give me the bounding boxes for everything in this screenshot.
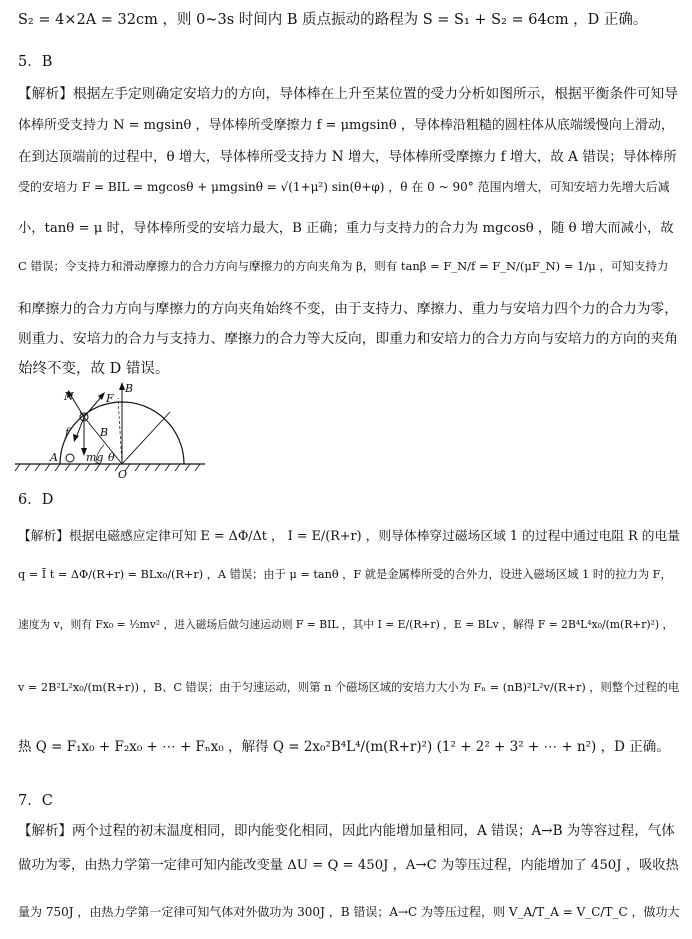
figure-label-A: A: [50, 451, 58, 464]
figure-label-mg: mg: [86, 451, 104, 464]
text-line-19: 【解析】两个过程的初末温度相同，即内能变化相同，因此内能增加量相同，A 错误；A→B 为等容过程，气体: [18, 823, 675, 839]
text-line-21: 量为 750J ，由热力学第一定律可知气体对外做功为 300J ，B 错误；A→C 为等压过程，则 V_A/T_A = V_C/T_C ，做功大: [18, 905, 680, 919]
figure-label-O: O: [118, 468, 128, 480]
force-diagram: [10, 372, 210, 480]
text-line-9: 和摩擦力的合力方向与摩擦力的方向夹角始终不变，由于支持力、摩擦力、重力与安培力四个力的合力为零，: [18, 301, 679, 317]
text-line-3: 【解析】根据左手定则确定安培力的方向，导体棒在上升至某位置的受力分析如图所示，根据平衡条件可知导: [18, 86, 679, 102]
text-line-6: 受的安培力 F = BIL = mgcosθ + μmgsinθ = √(1+μ²) sin(θ+φ) ，θ 在 0 ~ 90° 范围内增大，可知安培力先增大后减: [18, 180, 670, 194]
text-line-11: 始终不变，故 D 错误。: [18, 361, 170, 377]
text-line-16: v = 2B²L²x₀/(m(R+r)) ，B、C 错误；由于匀速运动，则第 n 个磁场区域的安培力大小为 Fₙ = (nB)²L²v/(R+r) ，则整个过程的电: [18, 681, 680, 694]
question-5-answer: 5．B: [18, 54, 53, 70]
figure-label-B-mid: B: [100, 426, 109, 439]
text-line-13: 【解析】根据电磁感应定律可知 E = ΔΦ/Δt ， I = E/(R+r) ，则导体棒穿过磁场区域 1 的过程中通过电阻 R 的电量: [18, 529, 681, 544]
question-6-answer: 6．D: [18, 492, 54, 508]
text-line-8: C 错误；令支持力和滑动摩擦力的合力方向与摩擦力的方向夹角为 β，则有 tanβ = F_N/f = F_N/(μF_N) = 1/μ ，可知支持力: [18, 259, 669, 273]
text-line-20: 做功为零，由热力学第一定律可知内能改变量 ΔU = Q = 450J ，A→C 为等压过程，内能增加了 450J ，吸收热: [18, 858, 679, 873]
figure-label-theta: θ: [108, 451, 115, 464]
text-line-5: 在到达顶端前的过程中，θ 增大，导体棒所受支持力 N 增大，导体棒所受摩擦力 f 增大，故 A 错误；导体棒所: [18, 149, 677, 165]
question-7-answer: 7．C: [18, 793, 53, 809]
figure-label-f: f: [65, 426, 70, 439]
text-line-14: q = Ī t = ΔΦ/(R+r) = BLx₀/(R+r) ，A 错误；由于 μ = tanθ ，F 就是金属棒所受的合外力，设进入磁场区域 1 时的拉力为 F，: [18, 568, 672, 581]
figure-label-N: N: [64, 390, 74, 403]
text-line-15: 速度为 v，则有 Fx₀ = ½mv² ，进入磁场后做匀速运动则 F = BIL ，其中 I = E/(R+r) ，E = BLv ，解得 F = 2B⁴L⁴x₀/(m(R+r)²) ，: [18, 618, 674, 631]
text-line-4: 体棒所受支持力 N = mgsinθ ，导体棒所受摩擦力 f = μmgsinθ ，导体棒沿粗糙的圆柱体从底端缓慢向上滑动，: [18, 118, 674, 133]
text-line-17: 热 Q = F₁x₀ + F₂x₀ + ⋯ + Fₙx₀ ，解得 Q = 2x₀²B⁴L⁴/(m(R+r)²) (1² + 2² + 3² + ⋯ + n²) ，D 正确。: [18, 739, 670, 755]
figure-label-F: F: [106, 392, 114, 405]
text-line-1: S₂ = 4×2A = 32cm ，则 0~3s 时间内 B 质点振动的路程为 S = S₁ + S₂ = 64cm ，D 正确。: [18, 12, 648, 28]
figure-label-B-top: B: [125, 382, 134, 395]
text-line-7: 小，tanθ = μ 时，导体棒所受的安培力最大，B 正确；重力与支持力的合力为 mgcosθ ，随 θ 增大而减小，故: [18, 221, 674, 236]
text-line-10: 则重力、安培力的合力与支持力、摩擦力的合力等大反向，即重力和安培力的合力方向与安培力的方向的夹角: [18, 331, 679, 347]
